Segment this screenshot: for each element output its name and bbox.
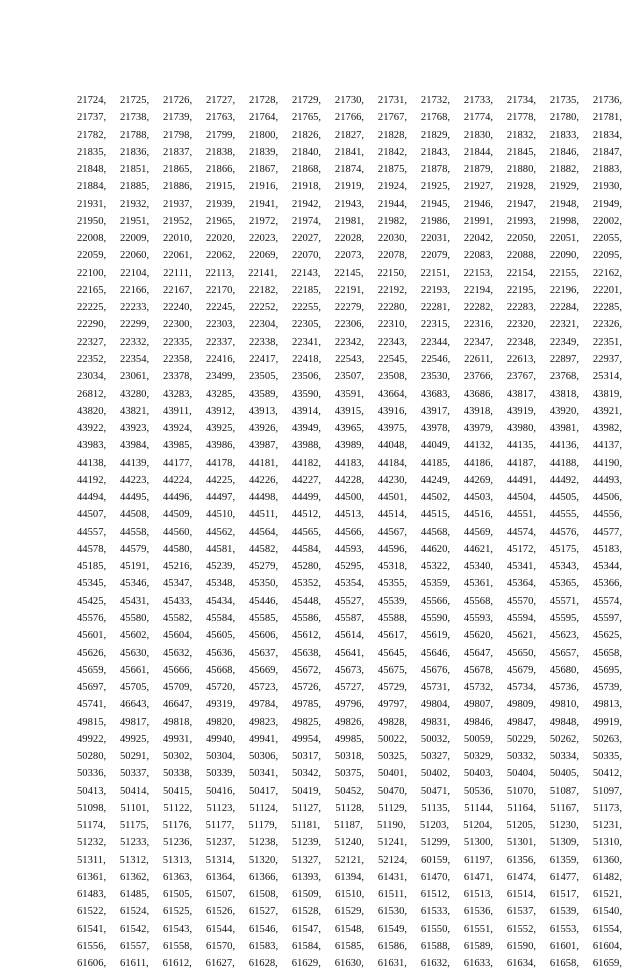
number-line: 45185, 45191, 45216, 45239, 45279, 45280, 45295, 45318, 45322, 45340, 45341, 45343, 45344, bbox=[77, 561, 622, 573]
number-line: 22100, 22104, 22111, 22113, 22141, 22143, 22145, 22150, 22151, 22153, 22154, 22155, 22162, bbox=[77, 267, 622, 279]
number-line: 44557, 44558, 44560, 44562, 44564, 44565, 44566, 44567, 44568, 44569, 44574, 44576, 44577, bbox=[77, 526, 622, 538]
number-line: 22225, 22233, 22240, 22245, 22252, 22255, 22279, 22280, 22281, 22282, 22283, 22284, 22285, bbox=[77, 302, 622, 314]
number-line: 44507, 44508, 44509, 44510, 44511, 44512, 44513, 44514, 44515, 44516, 44551, 44555, 44556, bbox=[77, 509, 622, 521]
number-line: 61361, 61362, 61363, 61364, 61366, 61393, 61394, 61431, 61470, 61471, 61474, 61477, 61482, bbox=[77, 871, 622, 883]
number-line: 61556, 61557, 61558, 61570, 61583, 61584, 61585, 61586, 61588, 61589, 61590, 61601, 61604, bbox=[77, 941, 622, 953]
number-line: 45601, 45602, 45604, 45605, 45606, 45612, 45614, 45617, 45619, 45620, 45621, 45623, 45625, bbox=[77, 630, 622, 642]
number-line: 44138, 44139, 44177, 44178, 44181, 44182, 44183, 44184, 44185, 44186, 44187, 44188, 44190, bbox=[77, 457, 622, 469]
number-line: 44494, 44495, 44496, 44497, 44498, 44499, 44500, 44501, 44502, 44503, 44504, 44505, 44506, bbox=[77, 492, 622, 504]
number-line: 61541, 61542, 61543, 61544, 61546, 61547, 61548, 61549, 61550, 61551, 61552, 61553, 61554, bbox=[77, 923, 622, 935]
number-line: 45576, 45580, 45582, 45584, 45585, 45586, 45587, 45588, 45590, 45593, 45594, 45595, 45597, bbox=[77, 612, 622, 624]
number-line: 49815, 49817, 49818, 49820, 49823, 49825, 49826, 49828, 49831, 49846, 49847, 49848, 49919, bbox=[77, 716, 622, 728]
number-line: 51311, 51312, 51313, 51314, 51320, 51327, 52121, 52124, 60159, 61197, 61356, 61359, 61360, bbox=[77, 854, 622, 866]
number-line: 21884, 21885, 21886, 21915, 21916, 21918, 21919, 21924, 21925, 21927, 21928, 21929, 21930, bbox=[77, 181, 622, 193]
number-line: 45345, 45346, 45347, 45348, 45350, 45352, 45354, 45355, 45359, 45361, 45364, 45365, 45366, bbox=[77, 578, 622, 590]
number-line: 51174, 51175, 51176, 51177, 51179, 51181, 51187, 51190, 51203, 51204, 51205, 51230, 51231, bbox=[77, 820, 622, 832]
number-line: 45425, 45431, 45433, 45434, 45446, 45448, 45527, 45539, 45566, 45568, 45570, 45571, 45574, bbox=[77, 595, 622, 607]
number-line: 22327, 22332, 22335, 22337, 22338, 22341, 22342, 22343, 22344, 22347, 22348, 22349, 22351, bbox=[77, 336, 622, 348]
number-line: 43820, 43821, 43911, 43912, 43913, 43914, 43915, 43916, 43917, 43918, 43919, 43920, 43921, bbox=[77, 405, 622, 417]
number-line: 22165, 22166, 22167, 22170, 22182, 22185, 22191, 22192, 22193, 22194, 22195, 22196, 22201, bbox=[77, 284, 622, 296]
number-line: 45626, 45630, 45632, 45636, 45637, 45638, 45641, 45645, 45646, 45647, 45650, 45657, 45658, bbox=[77, 647, 622, 659]
number-line: 22290, 22299, 22300, 22303, 22304, 22305, 22306, 22310, 22315, 22316, 22320, 22321, 22326, bbox=[77, 319, 622, 331]
number-line: 21724, 21725, 21726, 21727, 21728, 21729, 21730, 21731, 21732, 21733, 21734, 21735, 21736, bbox=[77, 95, 622, 106]
number-line: 22008, 22009, 22010, 22020, 22023, 22027, 22028, 22030, 22031, 22042, 22050, 22051, 22055, bbox=[77, 233, 622, 245]
number-line: 61483, 61485, 61505, 61507, 61508, 61509, 61510, 61511, 61512, 61513, 61514, 61517, 61521, bbox=[77, 889, 622, 901]
number-line: 43922, 43923, 43924, 43925, 43926, 43949, 43965, 43975, 43978, 43979, 43980, 43981, 43982, bbox=[77, 423, 622, 435]
number-list-block bbox=[77, 92, 622, 973]
number-line: 51232, 51233, 51236, 51237, 51238, 51239, 51240, 51241, 51299, 51300, 51301, 51309, 51310, bbox=[77, 837, 622, 849]
number-line: 61606, 61611, 61612, 61627, 61628, 61629, 61630, 61631, 61632, 61633, 61634, 61658, 61659, bbox=[77, 958, 622, 970]
number-line: 45697, 45705, 45709, 45720, 45723, 45726, 45727, 45729, 45731, 45732, 45734, 45736, 45739, bbox=[77, 682, 622, 694]
number-line: 21950, 21951, 21952, 21965, 21972, 21974, 21981, 21982, 21986, 21991, 21993, 21998, 22002, bbox=[77, 215, 622, 227]
number-line: 26812, 43280, 43283, 43285, 43589, 43590, 43591, 43664, 43683, 43686, 43817, 43818, 43819, bbox=[77, 388, 622, 400]
number-line: 45741, 46643, 46647, 49319, 49784, 49785, 49796, 49797, 49804, 49807, 49809, 49810, 49813, bbox=[77, 699, 622, 711]
number-line: 49922, 49925, 49931, 49940, 49941, 49954, 49985, 50022, 50032, 50059, 50229, 50262, 50263, bbox=[77, 733, 622, 745]
number-line: 21737, 21738, 21739, 21763, 21764, 21765, 21766, 21767, 21768, 21774, 21778, 21780, 21781, bbox=[77, 112, 622, 124]
number-line: 50280, 50291, 50302, 50304, 50306, 50317, 50318, 50325, 50327, 50329, 50332, 50334, 50335, bbox=[77, 751, 622, 763]
number-line: 51098, 51101, 51122, 51123, 51124, 51127, 51128, 51129, 51135, 51144, 51164, 51167, 51173, bbox=[77, 802, 622, 814]
number-line: 23034, 23061, 23378, 23499, 23505, 23506, 23507, 23508, 23530, 23766, 23767, 23768, 25314, bbox=[77, 371, 622, 383]
number-line: 22352, 22354, 22358, 22416, 22417, 22418, 22543, 22545, 22546, 22611, 22613, 22897, 22937, bbox=[77, 353, 622, 365]
number-line: 61522, 61524, 61525, 61526, 61527, 61528, 61529, 61530, 61533, 61536, 61537, 61539, 61540, bbox=[77, 906, 622, 918]
number-line: 50413, 50414, 50415, 50416, 50417, 50419, 50452, 50470, 50471, 50536, 51070, 51087, 51097, bbox=[77, 785, 622, 797]
number-line: 45659, 45661, 45666, 45668, 45669, 45672, 45673, 45675, 45676, 45678, 45679, 45680, 45695, bbox=[77, 664, 622, 676]
number-line: 22059, 22060, 22061, 22062, 22069, 22070, 22073, 22078, 22079, 22083, 22088, 22090, 22095, bbox=[77, 250, 622, 262]
number-line: 21931, 21932, 21937, 21939, 21941, 21942, 21943, 21944, 21945, 21946, 21947, 21948, 21949, bbox=[77, 198, 622, 210]
number-line: 21835, 21836, 21837, 21838, 21839, 21840, 21841, 21842, 21843, 21844, 21845, 21846, 21847, bbox=[77, 146, 622, 158]
number-line: 21782, 21788, 21798, 21799, 21800, 21826, 21827, 21828, 21829, 21830, 21832, 21833, 21834, bbox=[77, 129, 622, 141]
number-line: 44578, 44579, 44580, 44581, 44582, 44584, 44593, 44596, 44620, 44621, 45172, 45175, 45183, bbox=[77, 543, 622, 555]
number-line: 44192, 44223, 44224, 44225, 44226, 44227, 44228, 44230, 44249, 44269, 44491, 44492, 44493, bbox=[77, 474, 622, 486]
number-line: 21848, 21851, 21865, 21866, 21867, 21868, 21874, 21875, 21878, 21879, 21880, 21882, 21883, bbox=[77, 164, 622, 176]
number-line: 50336, 50337, 50338, 50339, 50341, 50342, 50375, 50401, 50402, 50403, 50404, 50405, 50412, bbox=[77, 768, 622, 780]
number-line: 43983, 43984, 43985, 43986, 43987, 43988, 43989, 44048, 44049, 44132, 44135, 44136, 44137, bbox=[77, 440, 622, 452]
